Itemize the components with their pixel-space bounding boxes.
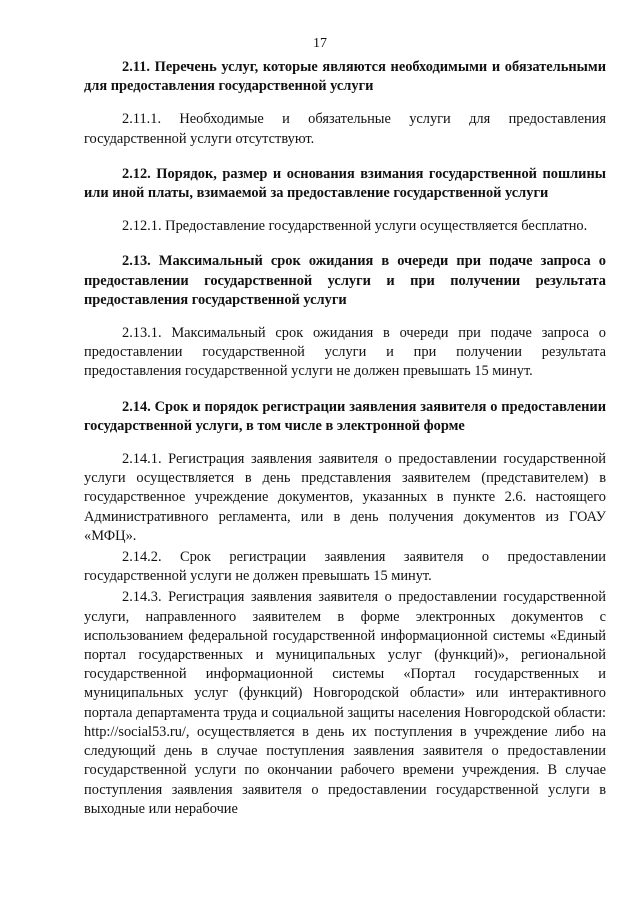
section-heading: 2.11. Перечень услуг, которые являются необходимыми и обязательными для предоставления государственной услуги xyxy=(84,59,606,95)
page-number: 17 xyxy=(313,36,327,51)
section-2-13 xyxy=(84,252,606,381)
document-body xyxy=(84,58,606,821)
section-paragraph: 2.11.1. Необходимые и обязательные услуги для предоставления государственной услуги отсутствуют. xyxy=(84,111,606,147)
section-paragraph: 2.12.1. Предоставление государственной услуги осуществляется бесплатно. xyxy=(122,218,588,235)
section-2-12 xyxy=(84,165,606,237)
section-heading: 2.14. Срок и порядок регистрации заявления заявителя о предоставлении государственной услуги, в том числе в электронной форме xyxy=(84,398,606,434)
section-2-14 xyxy=(84,398,606,819)
section-paragraph: 2.14.3. Регистрация заявления заявителя о предоставлении государственной услуги, направленного заявителем в форме электронных документов с использованием федеральной государственной информационной системы «Единый портал государственных и муниципальных услуг (функций)», региональной государственной информационной системы «Портал государственных и муниципальных услуг (функций) Новгородской области» или интерактивного портала департамента труда и социальной защиты населения Новгородской области: http://social53.ru/, осуществляется в день их поступления в учреждение либо на следующий день в случае поступления заявления заявителя о предоставлении государственной услуги по окончании рабочего времени учреждения. В случае поступления заявления заявителя о предоставлении государственной услуги в выходные или нерабочие xyxy=(84,589,606,817)
section-2-11 xyxy=(84,58,606,149)
section-paragraph: 2.14.1. Регистрация заявления заявителя о предоставлении государственной услуги осуществляется в день представления заявителем (представителем) в государственное учреждение документов, указанных в пункте 2.6. настоящего Административного регламента, или в день получения документов из ГОАУ «МФЦ». xyxy=(84,451,606,544)
section-paragraph: 2.14.2. Срок регистрации заявления заявителя о предоставлении государственной услуги не должен превышать 15 минут. xyxy=(84,549,606,585)
section-heading: 2.12. Порядок, размер и основания взимания государственной пошлины или иной платы, взимаемой за предоставление государственной услуги xyxy=(84,165,606,202)
section-paragraph: 2.13.1. Максимальный срок ожидания в очереди при подаче запроса о предоставлении государственной услуги и при получении результата предоставления государственной услуги не должен превышать 15 минут. xyxy=(84,325,606,380)
section-heading: 2.13. Максимальный срок ожидания в очереди при подаче запроса о предоставлении государственной услуги и при получении результата предоставления государственной услуги xyxy=(84,253,606,308)
